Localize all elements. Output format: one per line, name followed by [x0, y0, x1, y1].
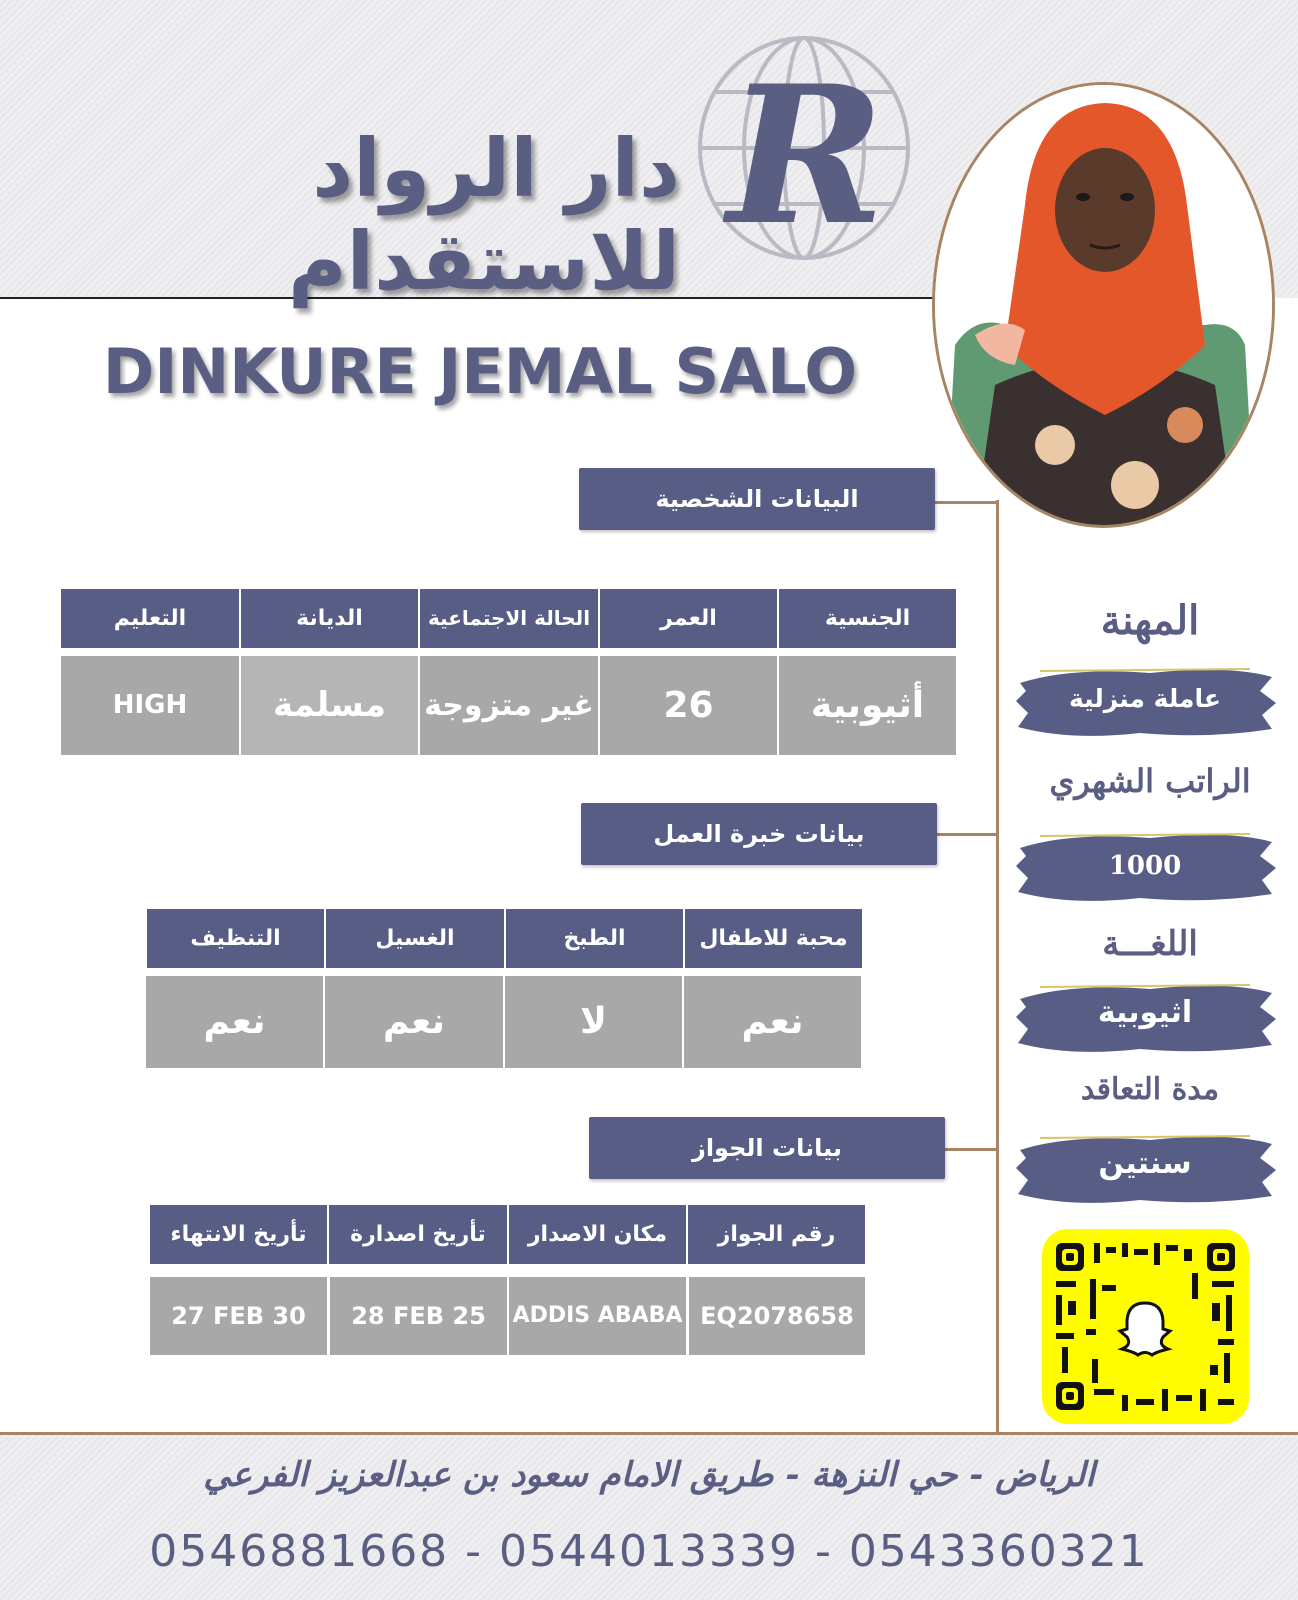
connector-experience	[937, 833, 998, 836]
candidate-photo	[932, 82, 1275, 528]
header-religion: الديانة	[241, 589, 418, 648]
value-religion: مسلمة	[241, 656, 418, 755]
phone-numbers: 0546881668 - 0544013339 - 0543360321	[149, 1526, 1149, 1577]
brand-name: دار الرواد للاستقدام	[288, 122, 680, 308]
header-cooking: الطبخ	[506, 909, 683, 968]
value-marital-status: غير متزوجة	[420, 656, 598, 755]
language-label: اللغـــة	[1102, 924, 1198, 964]
header-issue-date: تأريخ اصدارة	[329, 1205, 507, 1264]
timeline-line	[996, 500, 999, 1432]
value-issue-date: 28 FEB 25	[330, 1277, 507, 1355]
connector-passport	[945, 1148, 998, 1151]
section-experience: بيانات خبرة العمل	[581, 803, 937, 865]
header-marital-status: الحالة الاجتماعية	[420, 589, 598, 648]
value-passport-number: EQ2078658	[689, 1277, 865, 1355]
value-cooking: لا	[505, 976, 682, 1068]
section-passport: بيانات الجواز	[589, 1117, 945, 1179]
value-nationality: أثيوبية	[779, 656, 956, 755]
value-expiry-date: 27 FEB 30	[150, 1277, 327, 1355]
section-personal: البيانات الشخصية	[579, 468, 935, 530]
value-cleaning: نعم	[146, 976, 323, 1068]
header-loves-children: محبة للاطفال	[685, 909, 862, 968]
header-nationality: الجنسية	[779, 589, 956, 648]
header-passport-number: رقم الجواز	[688, 1205, 865, 1264]
language-value: اثيوبية	[1097, 995, 1193, 1030]
contract-label: مدة التعاقد	[1080, 1072, 1220, 1107]
header-age: العمر	[600, 589, 777, 648]
value-age: 26	[600, 656, 777, 755]
footer-divider	[0, 1432, 1298, 1435]
address-text: الرياض - حي النزهة - طريق الامام سعود بن عبدالعزيز الفرعي	[203, 1455, 1095, 1495]
header-cleaning: التنظيف	[147, 909, 324, 968]
profession-label: المهنة	[1100, 597, 1200, 644]
value-education: HIGH SCHOOL	[61, 656, 239, 755]
header-laundry: الغسيل	[326, 909, 504, 968]
value-issue-place: ADDIS ABABA	[509, 1277, 686, 1355]
header-expiry-date: تأريخ الانتهاء	[150, 1205, 327, 1264]
snapchat-qr-code[interactable]	[1042, 1229, 1249, 1424]
header-issue-place: مكان الاصدار	[509, 1205, 686, 1264]
value-loves-children: نعم	[684, 976, 861, 1068]
connector-personal	[935, 501, 998, 504]
salary-value: 1000	[1108, 851, 1182, 881]
globe-logo-icon	[694, 32, 914, 264]
logo-letter: R	[727, 44, 885, 264]
value-laundry: نعم	[325, 976, 503, 1068]
header-education: التعليم	[61, 589, 239, 648]
profession-value: عاملة منزلية	[1068, 684, 1221, 713]
contract-value: سنتين	[1098, 1146, 1192, 1181]
candidate-photo-illustration	[935, 85, 1272, 525]
salary-label: الراتب الشهري	[1049, 762, 1251, 800]
candidate-name: DINKURE JEMAL SALO	[102, 335, 858, 408]
